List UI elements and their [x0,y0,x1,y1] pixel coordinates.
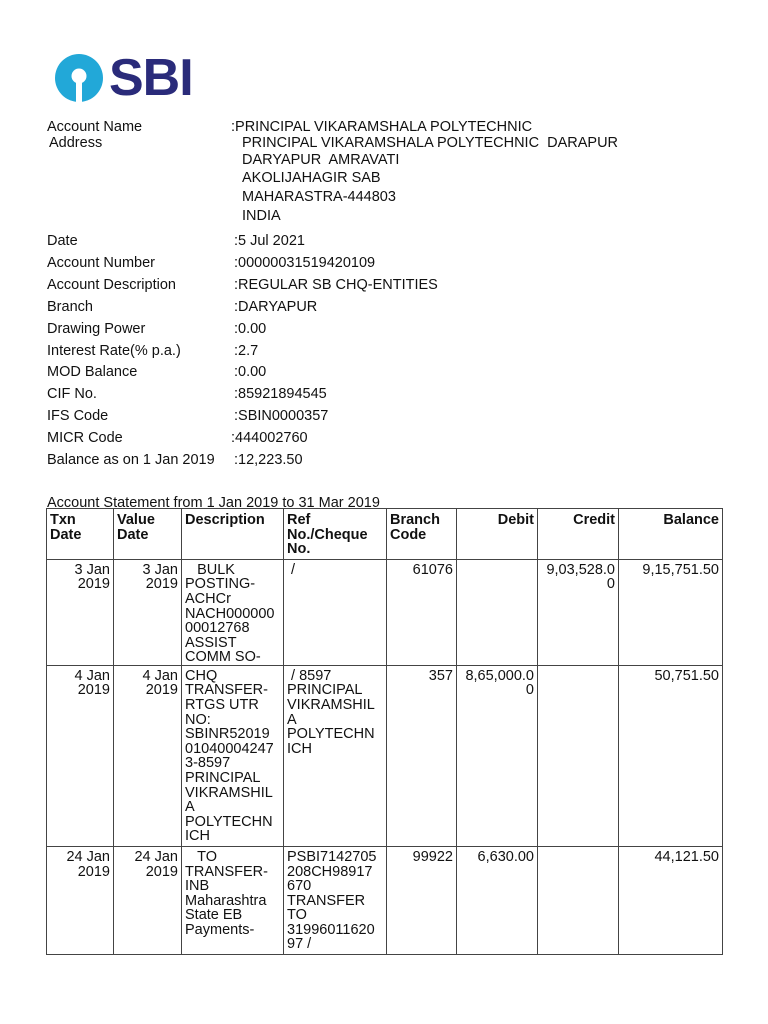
opening-balance-label: Balance as on 1 Jan 2019 [47,452,215,468]
account-name-value: :PRINCIPAL VIKARAMSHALA POLYTECHNIC [231,119,533,135]
table-row [47,665,723,846]
statement-title: Account Statement from 1 Jan 2019 to 31 Mar 2019 [47,495,380,511]
header-credit: Credit [538,509,619,560]
cell-ref: / [284,559,387,665]
cell-description: BULK POSTING- ACHCr NACH000000 00012768 ASSIST COMM SO- [182,559,284,665]
account-description-label: Account Description [47,277,176,293]
header-balance: Balance [619,509,723,560]
table-row [47,559,723,665]
header-value-date: Value Date [114,509,182,560]
ifs-code-value: :SBIN0000357 [234,408,329,424]
cell-balance: 50,751.50 [619,665,723,846]
cell-debit: 6,630.00 [457,846,538,954]
interest-rate-label: Interest Rate(% p.a.) [47,343,181,359]
cif-number-label: CIF No. [47,386,97,402]
cell-debit [457,559,538,665]
sbi-logo-text: SBI [109,49,193,107]
table-header-row [47,509,723,560]
drawing-power-value: :0.00 [234,321,267,337]
table-row [47,846,723,954]
sbi-keyhole-icon [54,53,104,103]
micr-code-value: :444002760 [231,430,308,446]
cell-value-date: 3 Jan 2019 [114,559,182,665]
header-debit: Debit [457,509,538,560]
cif-number-value: :85921894545 [234,386,327,402]
account-name-label: Account Name [47,119,143,135]
branch-label: Branch [47,299,93,315]
drawing-power-label: Drawing Power [47,321,146,337]
interest-rate-value: :2.7 [234,343,259,359]
address-line: PRINCIPAL VIKARAMSHALA POLYTECHNIC DARAPUR [242,135,619,151]
cell-ref: / 8597 PRINCIPAL VIKRAMSHIL A POLYTECHN ICH [284,665,387,846]
date-label: Date [47,233,78,249]
transactions-table [46,508,723,955]
account-description-value: :REGULAR SB CHQ-ENTITIES [234,277,438,293]
address-line: DARYAPUR AMRAVATI [242,152,400,168]
cell-description: TO TRANSFER- INB Maharashtra State EB Payments- [182,846,284,954]
cell-value-date: 4 Jan 2019 [114,665,182,846]
cell-balance: 44,121.50 [619,846,723,954]
account-number-value: :00000031519420109 [234,255,376,271]
address-line: INDIA [242,208,281,224]
date-value: :5 Jul 2021 [234,233,305,249]
header-txn-date: Txn Date [47,509,114,560]
cell-branch-code: 357 [387,665,457,846]
header-description: Description [182,509,284,560]
header-branch-code: Branch Code [387,509,457,560]
address-line: MAHARASTRA-444803 [242,189,396,205]
mod-balance-value: :0.00 [234,364,267,380]
sbi-logo [54,50,193,106]
header-ref-cheque-no: Ref No./Cheque No. [284,509,387,560]
cell-branch-code: 99922 [387,846,457,954]
cell-credit: 9,03,528.0 0 [538,559,619,665]
cell-balance: 9,15,751.50 [619,559,723,665]
opening-balance-value: :12,223.50 [234,452,303,468]
cell-debit: 8,65,000.0 0 [457,665,538,846]
mod-balance-label: MOD Balance [47,364,138,380]
cell-value-date: 24 Jan 2019 [114,846,182,954]
micr-code-label: MICR Code [47,430,123,446]
ifs-code-label: IFS Code [47,408,109,424]
address-line: AKOLIJAHAGIR SAB [242,170,381,186]
branch-value: :DARYAPUR [234,299,318,315]
cell-txn-date: 24 Jan 2019 [47,846,114,954]
account-number-label: Account Number [47,255,155,271]
cell-credit [538,846,619,954]
cell-description: CHQ TRANSFER- RTGS UTR NO: SBINR52019 01040004247 3-8597 PRINCIPAL VIKRAMSHIL A POLYTECHN ICH [182,665,284,846]
cell-ref: PSBI7142705 208CH98917 670 TRANSFER TO 31996011620 97 / [284,846,387,954]
cell-txn-date: 4 Jan 2019 [47,665,114,846]
address-label: Address [49,135,103,151]
cell-txn-date: 3 Jan 2019 [47,559,114,665]
cell-credit [538,665,619,846]
cell-branch-code: 61076 [387,559,457,665]
